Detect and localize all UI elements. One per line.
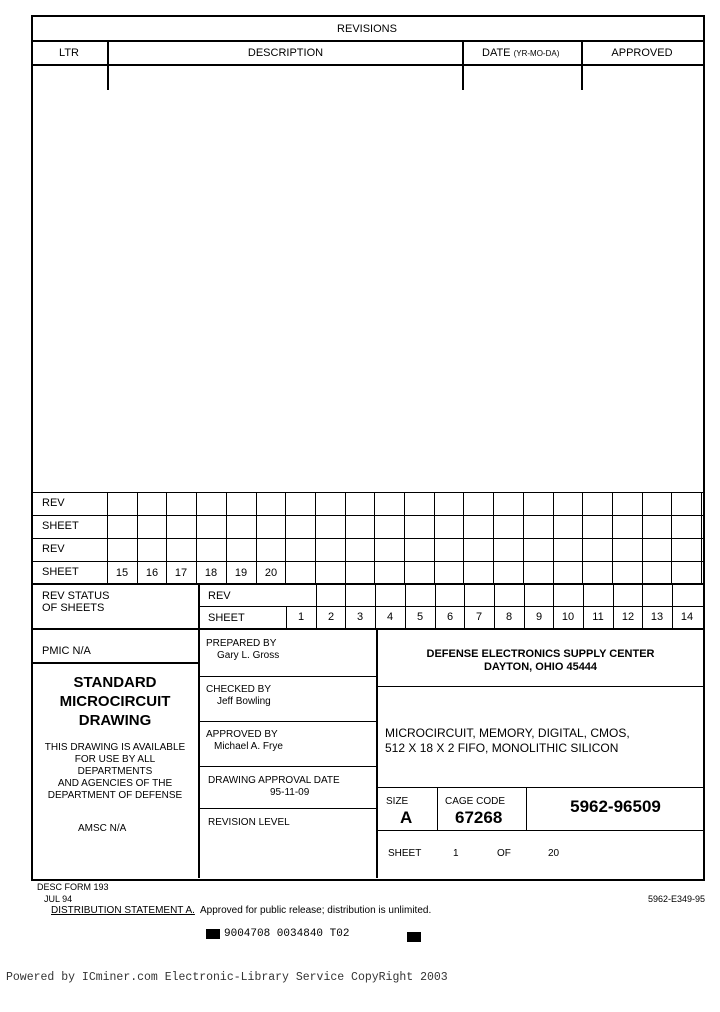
agency-divider: [377, 686, 703, 687]
upper-grid-vline: [701, 492, 702, 584]
approval-divider-1: [199, 676, 377, 677]
availability-line-2: FOR USE BY ALL: [74, 754, 156, 765]
lower-sheet-number: 1: [297, 611, 305, 623]
availability-line-1: THIS DRAWING IS AVAILABLE: [44, 742, 186, 753]
size-block-top: [377, 787, 703, 788]
approved-by-label: APPROVED BY: [206, 729, 278, 740]
device-title-line-2: 512 X 18 X 2 FIFO, MONOLITHIC SILICON: [385, 741, 619, 755]
distribution-statement-text: Approved for public release; distribution is unlimited.: [200, 905, 432, 916]
pmic-label: PMIC N/A: [42, 645, 91, 657]
availability-line-4: AND AGENCIES OF THE: [57, 778, 173, 789]
barcode-mark-right: [407, 932, 421, 942]
col-ltr-header: LTR: [59, 47, 79, 59]
approval-date-label: DRAWING APPROVAL DATE: [208, 775, 340, 786]
upper-grid-vline: [523, 492, 524, 584]
col-approved-header: APPROVED: [611, 47, 673, 59]
size-block-bottom: [377, 830, 703, 831]
approval-divider-4: [199, 808, 377, 809]
rev-status-label-1: REV STATUS: [42, 590, 110, 602]
checked-by-label: CHECKED BY: [206, 684, 272, 695]
upper-sheet-number: 18: [204, 567, 218, 579]
upper-grid-vline: [463, 492, 464, 584]
availability-line-3: DEPARTMENTS: [77, 766, 153, 777]
lower-sheet-number: 10: [561, 611, 575, 623]
upper-grid-vline: [315, 492, 316, 584]
col-description-header: DESCRIPTION: [247, 47, 324, 59]
lower-sheet-number: 13: [650, 611, 664, 623]
upper-grid-vline: [434, 492, 435, 584]
revision-level-label: REVISION LEVEL: [208, 817, 290, 828]
title-heading-2: MICROCIRCUIT: [59, 693, 171, 710]
lower-sheet-number: 11: [592, 611, 604, 623]
upper-grid-row-label: SHEET: [42, 520, 79, 532]
lower-sheet-number: 14: [680, 611, 694, 623]
sheet-value: 1: [453, 848, 459, 859]
revisions-desc-divider: [462, 40, 464, 90]
cage-number-divider: [526, 787, 527, 830]
lower-sheet-number: 5: [416, 611, 424, 623]
upper-sheet-number: 17: [174, 567, 188, 579]
lower-sheet-number: 3: [356, 611, 364, 623]
rev-status-rev-label: REV: [208, 590, 231, 602]
upper-grid-row-label: SHEET: [42, 566, 79, 578]
approval-divider-2: [199, 721, 377, 722]
checked-by-name: Jeff Bowling: [217, 696, 271, 707]
approved-by-name: Michael A. Frye: [214, 741, 283, 752]
upper-grid-vline: [671, 492, 672, 584]
prepared-by-label: PREPARED BY: [206, 638, 277, 649]
upper-grid-row-label: REV: [42, 543, 65, 555]
pmic-divider: [31, 662, 199, 664]
document-code: 5962-E349-95: [648, 894, 706, 904]
title-heading-1: STANDARD: [73, 674, 157, 691]
col-date-label: DATE: [482, 47, 511, 59]
revisions-title: REVISIONS: [337, 23, 397, 35]
powered-by-notice: Powered by ICminer.com Electronic-Library Service CopyRight 2003: [6, 971, 448, 984]
upper-grid-vline: [642, 492, 643, 584]
upper-grid-hline: [31, 515, 703, 516]
lower-sheet-number: 4: [386, 611, 394, 623]
upper-grid-vline: [612, 492, 613, 584]
approval-divider-3: [199, 766, 377, 767]
title-heading-3: DRAWING: [78, 712, 152, 729]
form-number: DESC FORM 193: [37, 882, 109, 892]
lower-sheet-number: 7: [475, 611, 483, 623]
size-cage-divider: [437, 787, 438, 830]
sheet-label: SHEET: [388, 848, 422, 859]
lower-sheet-number: 6: [446, 611, 454, 623]
rev-status-divider: [198, 583, 200, 629]
approval-date-value: 95-11-09: [270, 787, 310, 798]
availability-line-5: DEPARTMENT OF DEFENSE: [47, 790, 183, 801]
form-date: JUL 94: [44, 894, 73, 904]
agency-line-2: DAYTON, OHIO 45444: [483, 661, 598, 673]
cage-code-label: CAGE CODE: [445, 796, 506, 807]
col-date-header: [482, 47, 559, 60]
agency-line-1: DEFENSE ELECTRONICS SUPPLY CENTER: [426, 648, 655, 660]
upper-grid-vline: [553, 492, 554, 584]
sheet-total: 20: [548, 848, 560, 859]
lower-sheet-number: 2: [327, 611, 335, 623]
upper-grid-vline: [374, 492, 375, 584]
device-title-line-1: MICROCIRCUIT, MEMORY, DIGITAL, CMOS,: [385, 726, 630, 740]
upper-sheet-number: 19: [234, 567, 248, 579]
upper-grid-vline: [493, 492, 494, 584]
lower-sheet-number: 8: [505, 611, 513, 623]
upper-grid-vline: [404, 492, 405, 584]
rev-status-bottom-line: [31, 628, 703, 630]
barcode-mark-left: [206, 929, 220, 939]
drawing-number: 5962-96509: [570, 797, 661, 816]
amsc-label: AMSC N/A: [78, 823, 127, 834]
upper-grid-hline: [31, 492, 703, 493]
size-value: A: [400, 808, 413, 827]
cage-code-value: 67268: [455, 808, 503, 827]
upper-grid-vline: [582, 492, 583, 584]
col-date-format: (YR-MO-DA): [513, 49, 560, 58]
rev-status-sheet-label: SHEET: [208, 612, 245, 624]
revisions-title-divider: [31, 40, 703, 42]
size-label: SIZE: [386, 796, 409, 807]
revisions-header-divider: [31, 64, 703, 66]
prepared-by-name: Gary L. Gross: [217, 650, 280, 661]
lower-sheet-number: 12: [621, 611, 635, 623]
barcode-text: 9004708 0034840 T02: [224, 928, 350, 940]
sheet-of-label: OF: [497, 848, 511, 859]
upper-grid-vline: [345, 492, 346, 584]
rev-status-label-2: OF SHEETS: [42, 602, 105, 614]
distribution-statement-label: DISTRIBUTION STATEMENT A.: [51, 905, 195, 916]
upper-sheet-number: 15: [115, 567, 129, 579]
upper-grid-row-label: REV: [42, 497, 65, 509]
upper-sheet-number: 20: [264, 567, 278, 579]
upper-sheet-number: 16: [145, 567, 159, 579]
lower-sheet-number: 9: [535, 611, 543, 623]
upper-grid-hline: [31, 538, 703, 539]
rev-status-top-line: [31, 583, 703, 585]
